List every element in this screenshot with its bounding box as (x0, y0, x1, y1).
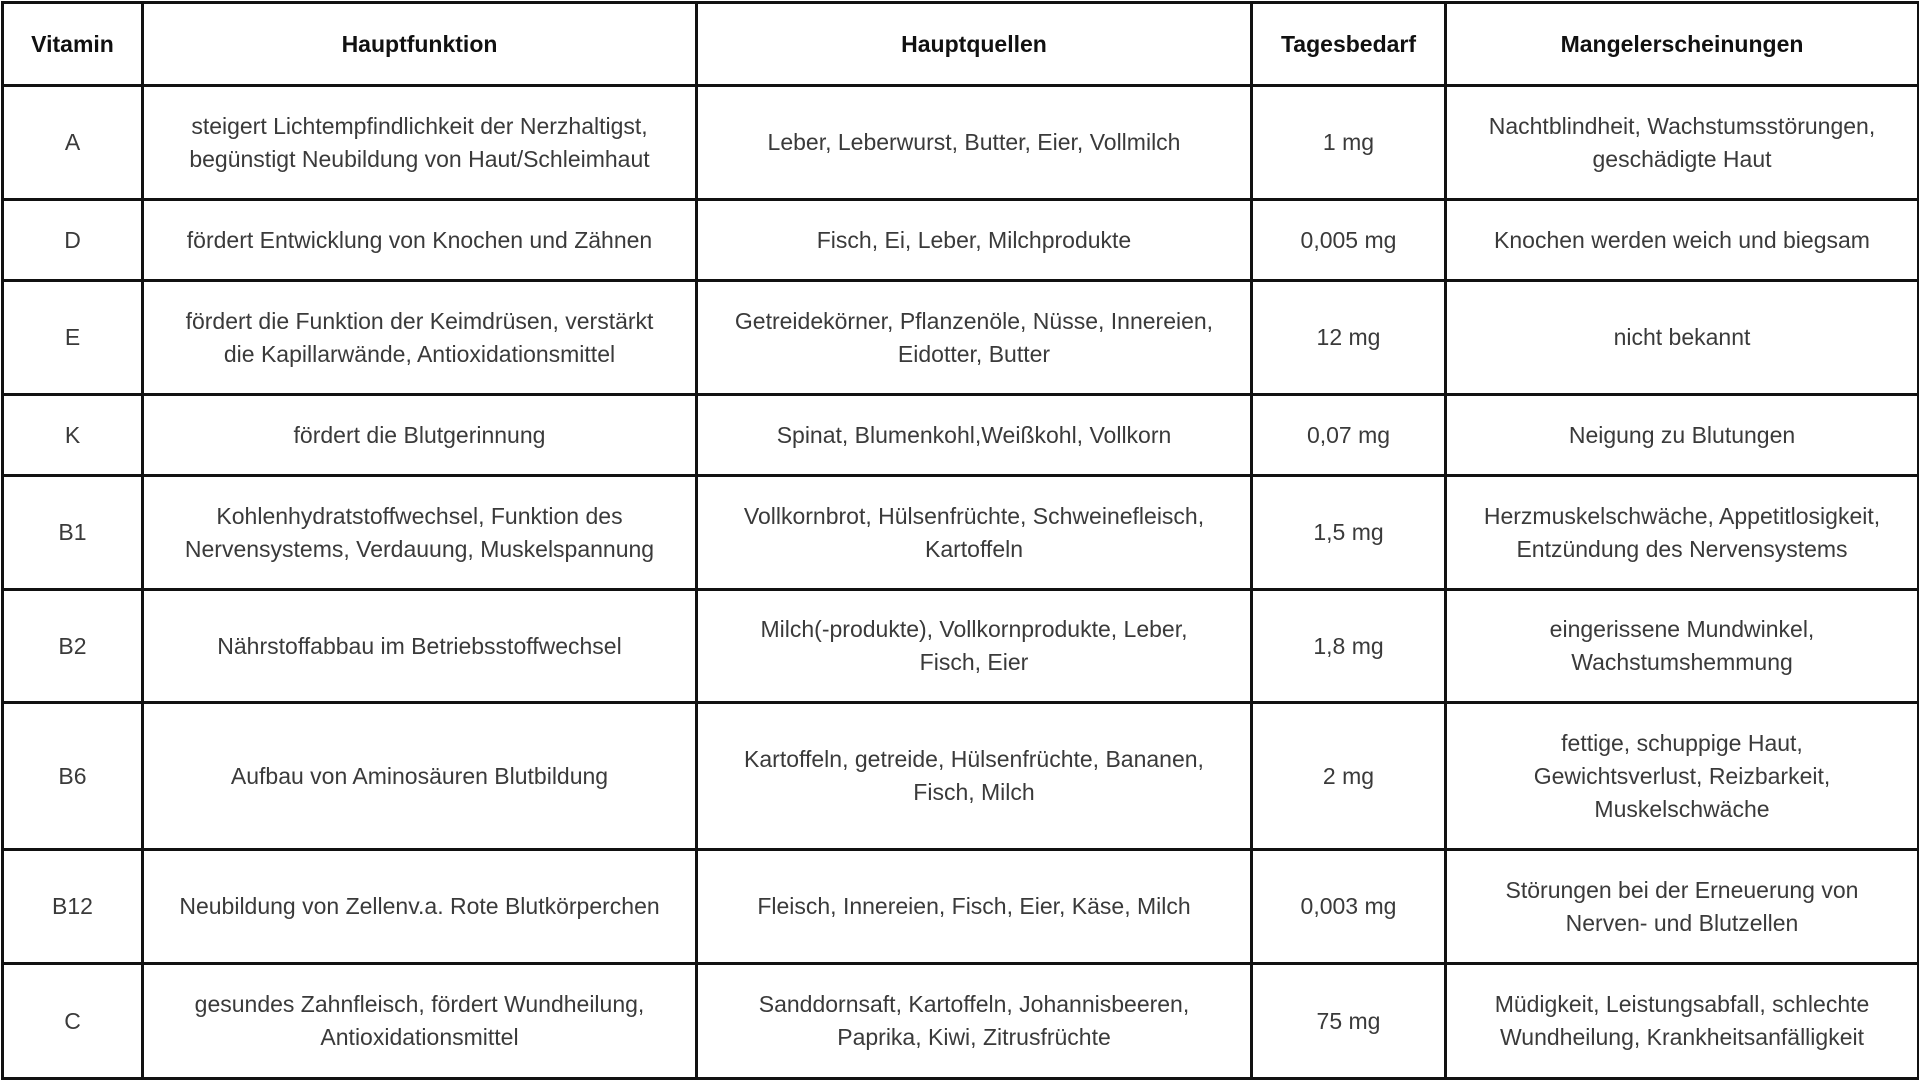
cell-hauptquellen: Kartoffeln, getreide, Hülsenfrüchte, Bananen, Fisch, Milch (697, 703, 1252, 850)
cell-mangelerscheinungen: eingerissene Mundwinkel, Wachstumshemmung (1446, 590, 1919, 703)
cell-hauptquellen: Vollkornbrot, Hülsenfrüchte, Schweinefleisch, Kartoffeln (697, 476, 1252, 590)
cell-tagesbedarf: 0,003 mg (1252, 850, 1446, 964)
header-tagesbedarf: Tagesbedarf (1252, 3, 1446, 86)
cell-vitamin: A (3, 86, 143, 200)
cell-mangelerscheinungen: Müdigkeit, Leistungsabfall, schlechte Wundheilung, Krankheitsanfälligkeit (1446, 964, 1919, 1079)
cell-mangelerscheinungen: Neigung zu Blutungen (1446, 395, 1919, 476)
cell-hauptquellen: Fleisch, Innereien, Fisch, Eier, Käse, Milch (697, 850, 1252, 964)
table-row (3, 86, 1919, 200)
cell-hauptquellen: Fisch, Ei, Leber, Milchprodukte (697, 200, 1252, 281)
cell-tagesbedarf: 0,07 mg (1252, 395, 1446, 476)
cell-vitamin: E (3, 281, 143, 395)
cell-vitamin: B1 (3, 476, 143, 590)
table-row (3, 476, 1919, 590)
cell-vitamin: D (3, 200, 143, 281)
cell-hauptfunktion: Neubildung von Zellenv.a. Rote Blutkörperchen (143, 850, 697, 964)
cell-hauptquellen: Sanddornsaft, Kartoffeln, Johannisbeeren, Paprika, Kiwi, Zitrusfrüchte (697, 964, 1252, 1079)
cell-hauptfunktion: fördert Entwicklung von Knochen und Zähnen (143, 200, 697, 281)
cell-mangelerscheinungen: Knochen werden weich und biegsam (1446, 200, 1919, 281)
cell-hauptquellen: Milch(-produkte), Vollkornprodukte, Leber, Fisch, Eier (697, 590, 1252, 703)
cell-hauptquellen: Leber, Leberwurst, Butter, Eier, Vollmilch (697, 86, 1252, 200)
header-mangelerscheinungen: Mangelerscheinungen (1446, 3, 1919, 86)
cell-hauptquellen: Getreidekörner, Pflanzenöle, Nüsse, Innereien, Eidotter, Butter (697, 281, 1252, 395)
table-row (3, 395, 1919, 476)
table-row (3, 590, 1919, 703)
vitamin-table (1, 1, 1919, 1080)
cell-tagesbedarf: 2 mg (1252, 703, 1446, 850)
header-hauptquellen: Hauptquellen (697, 3, 1252, 86)
cell-hauptfunktion: Aufbau von Aminosäuren Blutbildung (143, 703, 697, 850)
cell-mangelerscheinungen: nicht bekannt (1446, 281, 1919, 395)
table-row (3, 964, 1919, 1079)
cell-mangelerscheinungen: Störungen bei der Erneuerung von Nerven- und Blutzellen (1446, 850, 1919, 964)
cell-vitamin: B12 (3, 850, 143, 964)
table-row (3, 281, 1919, 395)
cell-vitamin: B2 (3, 590, 143, 703)
cell-mangelerscheinungen: Nachtblindheit, Wachstumsstörungen, geschädigte Haut (1446, 86, 1919, 200)
table-row (3, 850, 1919, 964)
cell-tagesbedarf: 1,8 mg (1252, 590, 1446, 703)
cell-tagesbedarf: 75 mg (1252, 964, 1446, 1079)
header-hauptfunktion: Hauptfunktion (143, 3, 697, 86)
cell-vitamin: C (3, 964, 143, 1079)
cell-tagesbedarf: 1,5 mg (1252, 476, 1446, 590)
cell-hauptfunktion: gesundes Zahnfleisch, fördert Wundheilung, Antioxidationsmittel (143, 964, 697, 1079)
header-vitamin: Vitamin (3, 3, 143, 86)
cell-hauptfunktion: fördert die Blutgerinnung (143, 395, 697, 476)
cell-hauptfunktion: Nährstoffabbau im Betriebsstoffwechsel (143, 590, 697, 703)
cell-vitamin: K (3, 395, 143, 476)
cell-mangelerscheinungen: fettige, schuppige Haut, Gewichtsverlust, Reizbarkeit, Muskelschwäche (1446, 703, 1919, 850)
cell-mangelerscheinungen: Herzmuskelschwäche, Appetitlosigkeit, Entzündung des Nervensystems (1446, 476, 1919, 590)
cell-hauptfunktion: fördert die Funktion der Keimdrüsen, verstärkt die Kapillarwände, Antioxidationsmittel (143, 281, 697, 395)
table-row (3, 200, 1919, 281)
table-row (3, 703, 1919, 850)
cell-hauptquellen: Spinat, Blumenkohl,Weißkohl, Vollkorn (697, 395, 1252, 476)
cell-tagesbedarf: 12 mg (1252, 281, 1446, 395)
header-row (3, 3, 1919, 86)
cell-tagesbedarf: 1 mg (1252, 86, 1446, 200)
cell-hauptfunktion: steigert Lichtempfindlichkeit der Nerzhaltigst, begünstigt Neubildung von Haut/Schleimhaut (143, 86, 697, 200)
cell-hauptfunktion: Kohlenhydratstoffwechsel, Funktion des Nervensystems, Verdauung, Muskelspannung (143, 476, 697, 590)
cell-vitamin: B6 (3, 703, 143, 850)
cell-tagesbedarf: 0,005 mg (1252, 200, 1446, 281)
